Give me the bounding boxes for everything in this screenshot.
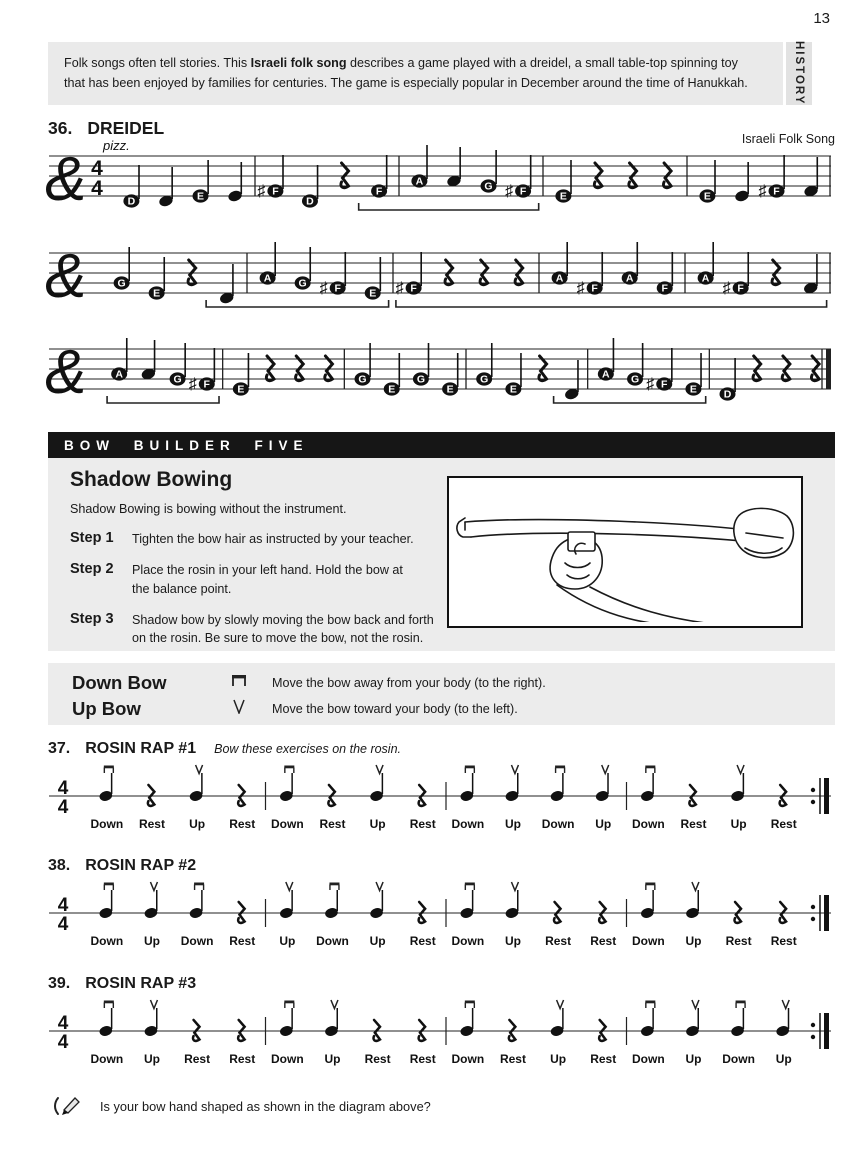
- quarter-rest: [539, 356, 547, 381]
- bow-direction-label: Down: [631, 817, 665, 831]
- note-letter: E: [559, 190, 567, 203]
- quarter-rest: [735, 902, 741, 923]
- bow-direction-label: Down: [90, 817, 124, 831]
- sharp-sign: ♯: [395, 280, 404, 297]
- piece-title: DREIDEL: [87, 118, 165, 138]
- up-bow-row: [72, 698, 518, 720]
- history-text: describes a game played with a dreidel, a small table-top spinning toy: [346, 56, 738, 70]
- note-letter: E: [237, 383, 245, 396]
- quarter-rest: [515, 260, 523, 285]
- down-bow-label: Down Bow: [72, 672, 167, 693]
- bow-direction-label: Down: [631, 934, 665, 948]
- up-bow-icon: [511, 882, 518, 891]
- up-bow-icon: [692, 1000, 699, 1009]
- rosin-rap-3-staff: [45, 999, 835, 1071]
- phrase-bracket: [396, 300, 827, 307]
- step-1: [70, 530, 462, 548]
- page-number: 13: [813, 10, 830, 27]
- quarter-rest: [594, 163, 602, 188]
- repeat-dot: [811, 905, 815, 909]
- exercise-number: 38.: [48, 857, 71, 874]
- up-bow-icon: [376, 882, 383, 891]
- note-letter: G: [173, 373, 182, 386]
- review-question: Is your bow hand shaped as shown in the diagram above?: [100, 1098, 431, 1114]
- up-bow-icon: [286, 882, 293, 891]
- down-bow-icon: [465, 1001, 475, 1009]
- quarter-rest: [599, 1020, 605, 1041]
- repeat-dot: [811, 1023, 815, 1027]
- step-label: Step 1: [70, 530, 114, 546]
- sharp-sign: ♯: [576, 280, 585, 297]
- down-bow-row: [72, 672, 546, 694]
- bow-and-rosin-drawing: [449, 478, 797, 622]
- bow-direction-label: Up: [775, 1052, 792, 1066]
- steps-list: [70, 530, 462, 660]
- shadow-bowing-heading: Shadow Bowing: [70, 468, 233, 491]
- up-bow-icon: [230, 699, 272, 719]
- up-bow-icon: [150, 1000, 157, 1009]
- down-bow-icon: [555, 766, 565, 774]
- note-letter: F: [737, 282, 744, 295]
- note-letter: E: [197, 190, 205, 203]
- step-2: [70, 561, 462, 598]
- quarter-rest: [341, 163, 349, 188]
- quarter-rest: [811, 356, 819, 381]
- up-bow-label: Up Bow: [72, 698, 141, 719]
- down-bow-icon: [230, 674, 272, 693]
- bow-direction-label: Up: [189, 817, 206, 831]
- history-text: that has been enjoyed by families for centuries. The game is especially popular in December around the time of Hanukkah.: [64, 76, 748, 91]
- note-letter: A: [415, 175, 424, 188]
- up-bow-icon: [557, 1000, 564, 1009]
- quarter-rest: [663, 163, 671, 188]
- quarter-rest: [480, 260, 488, 285]
- quarter-rest: [780, 785, 786, 806]
- quarter-rest: [325, 356, 333, 381]
- exercise-title: ROSIN RAP #1: [85, 740, 197, 757]
- repeat-dot: [811, 800, 815, 804]
- note-letter: F: [410, 282, 417, 295]
- treble-clef-icon: &: [45, 145, 87, 214]
- note-letter: A: [263, 272, 272, 285]
- history-bold-text: Israeli folk song: [250, 56, 347, 70]
- step-label: Step 3: [70, 610, 114, 627]
- bow-direction-label: Rest: [138, 817, 165, 831]
- time-signature-bottom: 4: [57, 797, 69, 818]
- bow-direction-label: Rest: [545, 934, 572, 948]
- time-signature-top: 4: [91, 157, 103, 180]
- bow-direction-label: Up: [324, 1052, 341, 1066]
- down-bow-icon: [465, 766, 475, 774]
- quarter-rest: [238, 902, 244, 923]
- time-signature-bottom: 4: [57, 1032, 69, 1053]
- bow-direction-label: Down: [722, 1052, 755, 1066]
- note-letter: A: [701, 272, 710, 285]
- bow-direction-label: Rest: [499, 1052, 526, 1066]
- bow-direction-label: Down: [90, 1052, 124, 1066]
- down-bow-icon: [645, 766, 655, 774]
- note-letter: A: [625, 272, 634, 285]
- quarter-rest: [772, 260, 780, 285]
- note-letter: D: [306, 195, 314, 208]
- down-bow-icon: [104, 766, 114, 774]
- phrase-bracket: [206, 300, 389, 307]
- up-bow-icon: [692, 882, 699, 891]
- up-bow-icon: [737, 765, 744, 774]
- bow-direction-label: Rest: [409, 817, 436, 831]
- up-bow-icon: [376, 765, 383, 774]
- bow-direction-label: Up: [504, 817, 521, 831]
- up-bow-icon: [602, 765, 609, 774]
- step-text: Place the rosin in your left hand. Hold the bow at the balance point.: [132, 563, 403, 596]
- bow-direction-label: Rest: [184, 1052, 211, 1066]
- shadow-bowing-box: [48, 458, 835, 651]
- time-signature-top: 4: [57, 778, 69, 799]
- down-bow-icon: [284, 766, 294, 774]
- bow-direction-label: Down: [541, 817, 575, 831]
- down-bow-icon: [465, 883, 475, 891]
- note-letter: G: [117, 277, 126, 290]
- quarter-rest: [419, 785, 425, 806]
- note-letter: G: [416, 373, 425, 386]
- bow-direction-label: Rest: [229, 817, 256, 831]
- note-letter: E: [446, 383, 454, 396]
- bow-direction-label: Up: [279, 934, 296, 948]
- exercise-number: 39.: [48, 975, 71, 992]
- bow-direction-label: Down: [451, 934, 485, 948]
- note-letter: E: [703, 190, 711, 203]
- note-letter: F: [272, 185, 279, 198]
- step-text: Tighten the bow hair as instructed by your teacher.: [132, 532, 414, 546]
- bow-direction-label: Rest: [680, 817, 707, 831]
- quarter-rest: [509, 1020, 515, 1041]
- repeat-dot: [811, 917, 815, 921]
- bow-direction-label: Down: [316, 934, 349, 948]
- note-letter: F: [661, 282, 668, 295]
- piece-number: 36.: [48, 118, 73, 138]
- bow-builder-banner: BOW BUILDER FIVE: [48, 432, 835, 458]
- note-letter: D: [723, 388, 732, 401]
- exercise-38-header: [48, 857, 196, 875]
- bow-direction-label: Down: [270, 1052, 304, 1066]
- quarter-rest: [266, 356, 274, 381]
- quarter-rest: [193, 1020, 199, 1041]
- bow-direction-label: Down: [270, 817, 304, 831]
- quarter-rest: [780, 902, 786, 923]
- bow-direction-label: Down: [90, 934, 124, 948]
- quarter-rest: [238, 1020, 244, 1041]
- quarter-rest: [599, 902, 605, 923]
- piece-header: [48, 118, 164, 139]
- down-bow-icon: [194, 883, 204, 891]
- bow-direction-label: Up: [550, 1052, 567, 1066]
- up-bow-icon: [782, 1000, 789, 1009]
- quarter-rest: [296, 356, 304, 381]
- pencil-icon: [52, 1094, 80, 1118]
- note-letter: G: [630, 373, 640, 386]
- bow-direction-label: Up: [143, 934, 160, 948]
- sharp-sign: ♯: [758, 183, 767, 200]
- history-box: [48, 42, 783, 105]
- step-3: [70, 611, 462, 648]
- repeat-dot: [811, 1035, 815, 1039]
- quarter-rest: [445, 260, 453, 285]
- bow-direction-label: Rest: [770, 934, 797, 948]
- note-letter: F: [203, 378, 210, 391]
- bow-direction-label: Up: [369, 817, 386, 831]
- note-letter: A: [555, 272, 564, 285]
- music-staff-system-1: [45, 140, 835, 220]
- review-question-row: [52, 1094, 431, 1118]
- quarter-rest: [419, 1020, 425, 1041]
- exercise-instruction: Bow these exercises on the rosin.: [214, 742, 402, 756]
- bow-direction-label: Up: [730, 817, 747, 831]
- up-bow-icon: [331, 1000, 338, 1009]
- quarter-rest: [689, 785, 695, 806]
- exercise-title: ROSIN RAP #2: [85, 857, 197, 874]
- step-text: Shadow bow by slowly moving the bow back and forth on the rosin. Be sure to move the bow, not the rosin.: [132, 612, 434, 645]
- bow-direction-legend: [48, 663, 835, 725]
- exercise-title: ROSIN RAP #3: [85, 975, 197, 992]
- bow-direction-label: Rest: [590, 1052, 617, 1066]
- rosin-rap-2-staff: [45, 881, 835, 953]
- bow-direction-label: Down: [451, 817, 485, 831]
- bow-direction-label: Rest: [229, 934, 256, 948]
- quarter-rest: [374, 1020, 380, 1041]
- repeat-dot: [811, 788, 815, 792]
- down-bow-icon: [104, 1001, 114, 1009]
- note-letter: E: [153, 287, 161, 300]
- bow-direction-label: Up: [143, 1052, 160, 1066]
- bow-direction-label: Down: [451, 1052, 485, 1066]
- bow-direction-label: Rest: [590, 934, 617, 948]
- note-letter: G: [298, 277, 307, 290]
- bow-direction-label: Up: [595, 817, 612, 831]
- time-signature-top: 4: [57, 895, 69, 916]
- repeat-barline-thick: [824, 895, 829, 931]
- time-signature-bottom: 4: [57, 914, 69, 935]
- quarter-rest: [148, 785, 154, 806]
- up-bow-icon: [511, 765, 518, 774]
- pizzicato-marking: pizz.: [103, 140, 130, 153]
- history-text: Folk songs often tell stories. This: [64, 56, 251, 70]
- bow-direction-label: Up: [504, 934, 521, 948]
- note-letter: A: [115, 368, 123, 381]
- phrase-bracket: [554, 396, 706, 403]
- note-letter: G: [480, 373, 489, 386]
- note-letter: G: [358, 373, 367, 386]
- time-signature-top: 4: [57, 1013, 69, 1034]
- bow-direction-label: Down: [180, 934, 214, 948]
- bow-direction-label: Rest: [319, 817, 346, 831]
- exercise-37-header: [48, 740, 401, 758]
- bow-direction-label: Rest: [725, 934, 752, 948]
- note-letter: F: [591, 282, 598, 295]
- down-bow-icon: [645, 1001, 655, 1009]
- sharp-sign: ♯: [188, 376, 197, 393]
- down-bow-icon: [645, 883, 655, 891]
- quarter-rest: [782, 356, 790, 381]
- sharp-sign: ♯: [319, 280, 328, 297]
- bow-direction-label: Up: [685, 934, 702, 948]
- note-letter: F: [773, 185, 780, 198]
- shadow-bowing-intro: Shadow Bowing is bowing without the instrument.: [70, 502, 347, 516]
- down-bow-description: Move the bow away from your body (to the right).: [272, 676, 546, 690]
- up-bow-icon: [150, 882, 157, 891]
- note-letter: F: [334, 282, 341, 295]
- down-bow-icon: [736, 1001, 746, 1009]
- note-letter: E: [369, 287, 377, 300]
- rosin-rap-1-staff: [45, 764, 835, 836]
- bow-direction-label: Up: [369, 934, 386, 948]
- quarter-rest: [554, 902, 560, 923]
- final-barline-thick: [826, 349, 831, 389]
- bow-direction-label: Up: [685, 1052, 702, 1066]
- shadow-bowing-illustration: [447, 476, 803, 628]
- time-signature-bottom: 4: [91, 177, 103, 200]
- phrase-bracket: [359, 203, 539, 210]
- repeat-barline-thick: [824, 778, 829, 814]
- bow-direction-label: Rest: [770, 817, 797, 831]
- quarter-rest: [629, 163, 637, 188]
- up-bow-description: Move the bow toward your body (to the left).: [272, 702, 518, 716]
- note-letter: A: [602, 368, 610, 381]
- note-letter: E: [689, 383, 697, 396]
- piece-credit: Israeli Folk Song: [741, 132, 835, 146]
- down-bow-icon: [284, 1001, 294, 1009]
- bow-direction-label: Rest: [229, 1052, 256, 1066]
- quarter-rest: [328, 785, 334, 806]
- bow-direction-label: Down: [631, 1052, 665, 1066]
- note-letter: G: [484, 180, 493, 193]
- history-side-tab: HISTORY: [786, 42, 812, 105]
- treble-clef-icon: &: [45, 338, 87, 407]
- phrase-bracket: [107, 396, 219, 403]
- note-letter: F: [375, 185, 383, 198]
- bow-direction-label: Rest: [364, 1052, 391, 1066]
- bow-direction-label: Rest: [409, 934, 436, 948]
- exercise-number: 37.: [48, 740, 71, 757]
- bow-direction-label: Rest: [409, 1052, 436, 1066]
- music-staff-system-3: [45, 333, 835, 413]
- note-letter: D: [127, 195, 136, 208]
- down-bow-icon: [104, 883, 114, 891]
- quarter-rest: [419, 902, 425, 923]
- down-bow-icon: [329, 883, 339, 891]
- note-letter: F: [661, 378, 668, 391]
- sharp-sign: ♯: [505, 183, 514, 200]
- quarter-rest: [753, 356, 761, 381]
- note-letter: E: [388, 383, 396, 396]
- music-staff-system-2: [45, 237, 835, 317]
- repeat-barline-thick: [824, 1013, 829, 1049]
- sharp-sign: ♯: [257, 183, 266, 200]
- sharp-sign: ♯: [646, 376, 655, 393]
- note-letter: E: [509, 383, 517, 396]
- step-label: Step 2: [70, 561, 114, 578]
- exercise-39-header: [48, 975, 196, 993]
- note-letter: F: [519, 185, 527, 198]
- up-bow-icon: [196, 765, 203, 774]
- quarter-rest: [238, 785, 244, 806]
- treble-clef-icon: &: [45, 242, 87, 311]
- quarter-rest: [188, 260, 196, 285]
- sharp-sign: ♯: [722, 280, 731, 297]
